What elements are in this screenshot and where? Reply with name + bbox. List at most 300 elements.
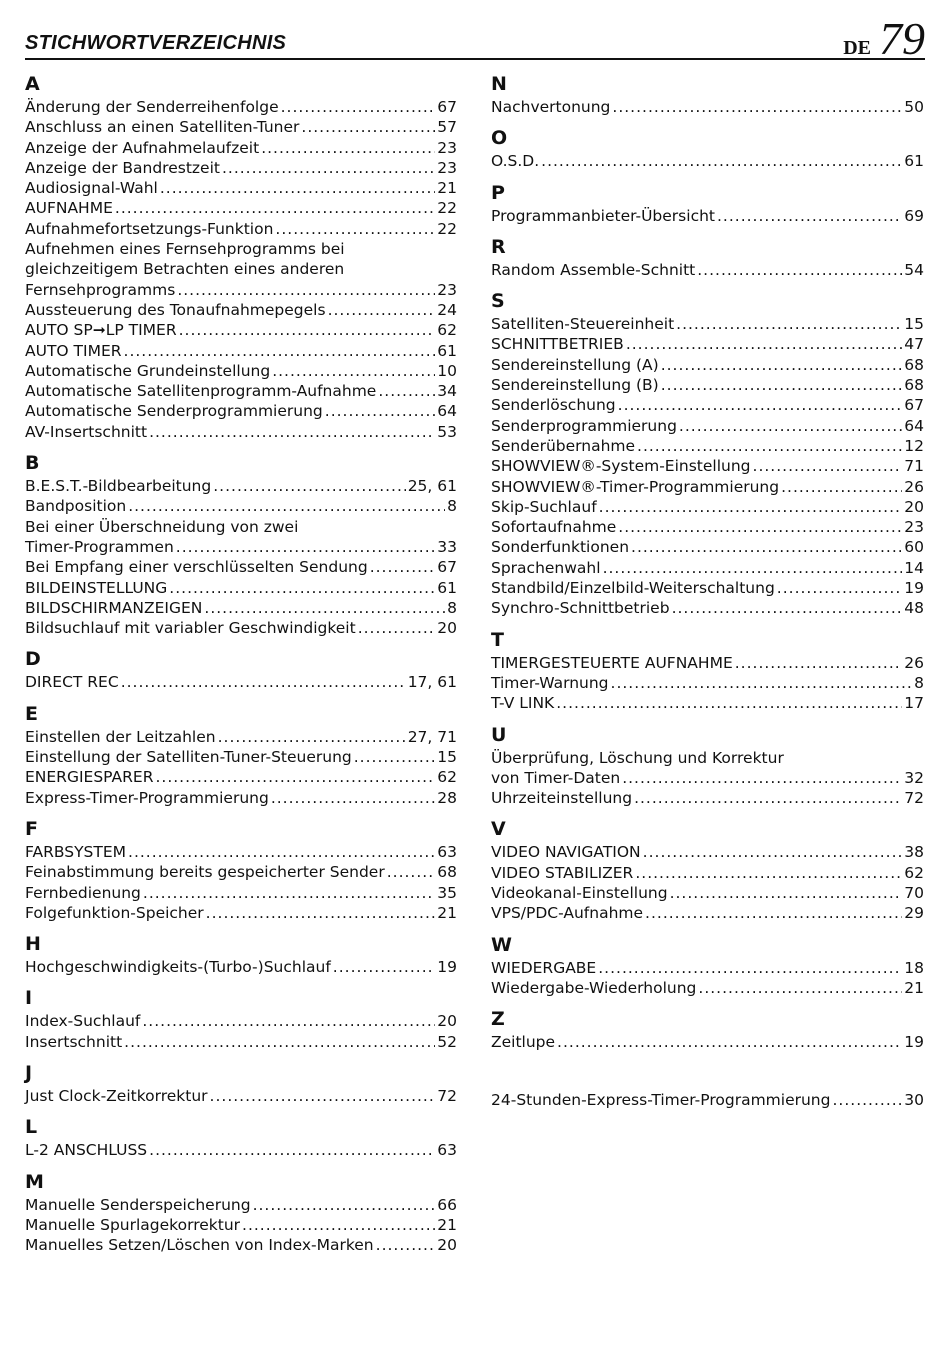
section-letter: R: [491, 235, 506, 258]
index-entry: [491, 578, 924, 598]
index-entry: [25, 557, 457, 577]
index-entry: [25, 727, 457, 747]
index-section: [491, 1007, 924, 1052]
index-page-ref: 19: [437, 958, 457, 977]
dot-leader: [143, 883, 435, 903]
index-term: Bildsuchlauf mit variabler Geschwindigkeit: [25, 619, 356, 638]
index-page-ref: 23: [437, 280, 457, 299]
index-entry: [491, 537, 924, 557]
index-page-ref: 12: [904, 436, 924, 455]
index-page-ref: 69: [904, 206, 924, 225]
index-term: Hochgeschwindigkeits-(Turbo-)Suchlauf: [25, 958, 331, 977]
section-letter: L: [25, 1116, 38, 1139]
index-term: Wiedergabe-Wiederholung: [491, 978, 697, 997]
dot-leader: [121, 672, 406, 692]
index-term: Index-Suchlauf: [25, 1012, 141, 1031]
index-term: Synchro-Schnittbetrieb: [491, 599, 670, 618]
index-entry: [491, 260, 924, 280]
dot-leader: [325, 401, 436, 421]
index-section: [25, 702, 457, 808]
index-entry: [491, 1032, 924, 1052]
section-letter: N: [491, 73, 507, 95]
index-term: Skip-Suchlauf: [491, 497, 597, 516]
dot-leader: [271, 788, 435, 808]
section-letter: J: [25, 1061, 33, 1084]
index-term: Aufnahmefortsetzungs-Funktion: [25, 219, 274, 238]
index-entry: [25, 138, 457, 158]
index-entry: [491, 903, 924, 923]
index-entry: [25, 618, 457, 638]
dot-leader: [149, 1140, 435, 1160]
index-entry-line: gleichzeitigem Betrachten eines anderen: [25, 260, 345, 279]
index-page-ref: 67: [904, 396, 924, 415]
index-page-ref: 26: [904, 653, 924, 672]
index-entry: [25, 381, 457, 401]
dot-leader: [541, 151, 902, 171]
index-column-left: [25, 72, 457, 1264]
index-page-ref: 54: [904, 260, 924, 279]
index-entry: [25, 300, 457, 320]
index-entry: [491, 416, 924, 436]
dot-leader: [176, 537, 436, 557]
section-letter: O: [491, 127, 508, 150]
index-entry-line: Bei einer Überschneidung von zwei: [25, 517, 299, 536]
index-section: [491, 723, 924, 809]
index-page-ref: 68: [904, 355, 924, 374]
index-page-ref: 8: [447, 497, 457, 516]
index-entry: [491, 598, 924, 618]
index-page-ref: 68: [904, 376, 924, 395]
index-term: von Timer-Daten: [491, 768, 621, 787]
index-page-ref: 20: [904, 497, 924, 516]
index-section: [491, 235, 924, 280]
index-entry: [25, 957, 457, 977]
index-entry: [491, 842, 924, 862]
index-entry: [25, 158, 457, 178]
index-entry: [491, 768, 924, 788]
index-entry-line: Aufnehmen eines Fernsehprogramms bei: [25, 240, 345, 259]
index-term: AUFNAHME: [25, 199, 113, 218]
index-term: AUTO SP➞LP TIMER: [25, 321, 177, 340]
index-page-ref: 71: [904, 457, 924, 476]
index-term: Sofortaufnahme: [491, 518, 617, 537]
index-section: [491, 817, 924, 923]
index-page-ref: 21: [437, 1215, 457, 1234]
dot-leader: [376, 1235, 436, 1255]
index-page-ref: 19: [904, 1033, 924, 1052]
index-entry: [25, 280, 457, 300]
dot-leader: [698, 978, 902, 998]
section-letter: F: [25, 817, 38, 840]
index-page-ref: 68: [437, 863, 457, 882]
index-entry: [491, 863, 924, 883]
section-letter: A: [25, 73, 40, 95]
index-term: Feinabstimmung bereits gespeicherter Sender: [25, 863, 385, 882]
index-page-ref: 63: [437, 842, 457, 861]
dot-leader: [149, 422, 435, 442]
section-letter: H: [25, 933, 41, 956]
dot-leader: [128, 842, 435, 862]
section-letter: W: [491, 933, 512, 956]
index-term: Automatische Satellitenprogramm-Aufnahme: [25, 382, 377, 401]
index-term: Sendereinstellung (A): [491, 355, 659, 374]
index-entry: [25, 1032, 457, 1052]
dot-leader: [242, 1215, 435, 1235]
index-term: Senderlöschung: [491, 396, 616, 415]
section-letter: V: [491, 818, 506, 841]
dot-leader: [634, 788, 902, 808]
dot-leader: [333, 957, 435, 977]
index-page-ref: 67: [437, 558, 457, 577]
index-page-ref: 17: [904, 694, 924, 713]
dot-leader: [612, 97, 902, 117]
index-term: Zeitlupe: [491, 1033, 556, 1052]
dot-leader: [253, 1195, 436, 1215]
index-page-ref: 32: [904, 768, 924, 787]
index-page-ref: 20: [437, 619, 457, 638]
index-term: Uhrzeiteinstellung: [491, 789, 633, 808]
index-section: [25, 817, 457, 923]
index-entry: [491, 978, 924, 998]
index-term: L-2 ANSCHLUSS: [25, 1141, 148, 1160]
dot-leader: [261, 138, 435, 158]
dot-leader: [179, 320, 436, 340]
dot-leader: [218, 727, 406, 747]
index-page-ref: 62: [437, 321, 457, 340]
section-letter: P: [491, 181, 505, 204]
index-page-ref: 25, 61: [407, 477, 457, 496]
index-term: Sonderfunktionen: [491, 538, 630, 557]
dot-leader: [124, 1032, 435, 1052]
language-code: DE: [843, 37, 871, 59]
index-section: [25, 1115, 457, 1160]
dot-leader: [370, 557, 436, 577]
dot-leader: [670, 883, 903, 903]
index-page-ref: 66: [437, 1195, 457, 1214]
dot-leader: [611, 673, 913, 693]
index-section: [491, 933, 924, 999]
index-term: B.E.S.T.-Bildbearbeitung: [25, 477, 212, 496]
dot-leader: [210, 1086, 436, 1106]
index-term: Aussteuerung des Tonaufnahmepegels: [25, 300, 326, 319]
page-number-block: [843, 13, 925, 64]
index-entry: [491, 97, 924, 117]
index-page-ref: 26: [904, 477, 924, 496]
index-page-ref: 28: [437, 788, 457, 807]
index-term: O.S.D.: [491, 152, 540, 171]
dot-leader: [598, 958, 902, 978]
index-page-ref: 29: [904, 904, 924, 923]
index-entry: [25, 422, 457, 442]
index-entry: [25, 219, 457, 239]
index-term: SCHNITTBETRIEB: [491, 335, 624, 354]
index-page-ref: 18: [904, 958, 924, 977]
index-section: [491, 289, 924, 618]
dot-leader: [378, 381, 435, 401]
dot-leader: [328, 300, 436, 320]
index-page-ref: 8: [914, 673, 924, 692]
index-entry: [25, 1140, 457, 1160]
index-page-ref: 24: [437, 300, 457, 319]
index-page-ref: 10: [437, 361, 457, 380]
section-letter: E: [25, 702, 38, 725]
dot-leader: [631, 537, 902, 557]
dot-leader: [676, 314, 902, 334]
index-term: BILDSCHIRMANZEIGEN: [25, 598, 203, 617]
index-entry: [491, 883, 924, 903]
section-letter: I: [25, 987, 33, 1010]
index-term: Programmanbieter-Übersicht: [491, 206, 715, 225]
index-page-ref: 63: [437, 1141, 457, 1160]
dot-leader: [124, 341, 436, 361]
dot-leader: [781, 477, 902, 497]
dot-leader: [557, 1032, 902, 1052]
index-page-ref: 64: [904, 416, 924, 435]
index-page-ref: 62: [904, 863, 924, 882]
dot-leader: [603, 558, 903, 578]
section-letter: T: [491, 628, 504, 651]
section-letter: U: [491, 723, 507, 746]
index-entry: [25, 747, 457, 767]
index-entry: [25, 361, 457, 381]
index-term: Einstellen der Leitzahlen: [25, 727, 216, 746]
dot-leader: [832, 1090, 902, 1110]
dot-leader: [204, 598, 445, 618]
dot-leader: [556, 693, 902, 713]
index-page-ref: 57: [437, 118, 457, 137]
index-page-ref: 23: [437, 158, 457, 177]
index-term: Anschluss an einen Satelliten-Tuner: [25, 118, 300, 137]
index-page-ref: 21: [904, 978, 924, 997]
index-term: Timer-Programmen: [25, 537, 174, 556]
spacer: [491, 1062, 924, 1090]
index-page-ref: 53: [437, 422, 457, 441]
index-term: VPS/PDC-Aufnahme: [491, 904, 644, 923]
index-entry: [25, 476, 457, 496]
index-page-ref: 20: [437, 1236, 457, 1255]
dot-leader: [618, 517, 902, 537]
index-entry: [25, 767, 457, 787]
index-entry: [491, 395, 924, 415]
index-entry: [25, 537, 457, 557]
index-term: AUTO TIMER: [25, 341, 122, 360]
index-entry: [491, 375, 924, 395]
dot-leader: [354, 747, 436, 767]
index-page-ref: 15: [904, 315, 924, 334]
index-page-ref: 52: [437, 1032, 457, 1051]
index-entry: [491, 673, 924, 693]
index-entry: [491, 558, 924, 578]
index-page-ref: 17, 61: [407, 673, 457, 692]
index-page-ref: 8: [447, 598, 457, 617]
dot-leader: [635, 863, 902, 883]
index-entry: [25, 320, 457, 340]
index-section: [25, 72, 457, 442]
index-page-ref: 15: [437, 748, 457, 767]
dot-leader: [599, 497, 903, 517]
dot-leader: [128, 496, 445, 516]
index-term: Automatische Grundeinstellung: [25, 361, 271, 380]
page-title: STICHWORTVERZEICHNIS: [25, 32, 287, 54]
index-entry: [25, 672, 457, 692]
index-term: Videokanal-Einstellung: [491, 884, 668, 903]
index-entry: [491, 436, 924, 456]
dot-leader: [637, 436, 902, 456]
index-page-ref: 22: [437, 219, 457, 238]
index-entry: [25, 842, 457, 862]
index-page-ref: 22: [437, 199, 457, 218]
index-term: Nachvertonung: [491, 98, 611, 116]
index-term: Standbild/Einzelbild-Weiterschaltung: [491, 579, 775, 598]
index-section: [25, 1170, 457, 1256]
dot-leader: [206, 903, 436, 923]
index-section: [491, 126, 924, 171]
index-section: [25, 451, 457, 638]
index-entry: [25, 883, 457, 903]
dot-leader: [645, 903, 902, 923]
index-page-ref: 61: [437, 578, 457, 597]
index-entry: [25, 198, 457, 218]
index-term: Senderprogrammierung: [491, 416, 677, 435]
index-entry: [25, 1195, 457, 1215]
index-page-ref: 23: [904, 518, 924, 537]
index-term: WIEDERGABE: [491, 958, 597, 977]
index-entry: [491, 477, 924, 497]
index-page-ref: 50: [904, 98, 924, 116]
index-entry: [25, 341, 457, 361]
index-page-ref: 23: [437, 138, 457, 157]
index-entry: [491, 206, 924, 226]
index-term: Automatische Senderprogrammierung: [25, 402, 323, 421]
dot-leader: [358, 618, 436, 638]
dot-leader: [622, 768, 902, 788]
index-term: Änderung der Senderreihenfolge: [25, 98, 279, 116]
index-entry: [25, 97, 457, 117]
index-page-ref: 60: [904, 538, 924, 557]
index-term: Bei Empfang einer verschlüsselten Sendung: [25, 558, 368, 577]
index-entry: [25, 578, 457, 598]
section-letter: Z: [491, 1008, 505, 1031]
index-page-ref: 72: [904, 789, 924, 808]
index-page-ref: 64: [437, 402, 457, 421]
index-term: Folgefunktion-Speicher: [25, 903, 204, 922]
index-entry-line: Überprüfung, Löschung und Korrektur: [491, 748, 784, 767]
dot-leader: [387, 862, 436, 882]
index-entry: [491, 355, 924, 375]
index-page-ref: 67: [437, 98, 457, 116]
index-term: Anzeige der Aufnahmelaufzeit: [25, 138, 260, 157]
index-section: [491, 72, 924, 117]
index-term: Senderübernahme: [491, 436, 636, 455]
dot-leader: [679, 416, 902, 436]
section-letter: D: [25, 648, 41, 671]
index-page-ref: 14: [904, 558, 924, 577]
index-page-ref: 19: [904, 579, 924, 598]
dot-leader: [155, 767, 435, 787]
index-entry: [491, 517, 924, 537]
page-header: [25, 13, 925, 64]
dot-leader: [643, 842, 903, 862]
index-section: [25, 1061, 457, 1106]
index-entry: [25, 117, 457, 137]
index-term: Sendereinstellung (B): [491, 376, 659, 395]
index-page-ref: 48: [904, 599, 924, 618]
index-page-ref: 35: [437, 883, 457, 902]
index-page-ref: 34: [437, 382, 457, 401]
index-entry: [25, 496, 457, 516]
dot-leader: [661, 355, 903, 375]
index-page-ref: 27, 71: [407, 727, 457, 746]
index-term: Fernsehprogramms: [25, 280, 176, 299]
index-term: BILDEINSTELLUNG: [25, 578, 168, 597]
index-entry: [25, 178, 457, 198]
index-entry: [491, 497, 924, 517]
dot-leader: [717, 206, 902, 226]
index-term: Sprachenwahl: [491, 558, 601, 577]
index-term: 24-Stunden-Express-Timer-Programmierung: [491, 1090, 831, 1109]
index-page-ref: 70: [904, 884, 924, 903]
index-entry: [25, 862, 457, 882]
dot-leader: [115, 198, 435, 218]
dot-leader: [697, 260, 902, 280]
index-term: Timer-Warnung: [491, 673, 609, 692]
index-term: Fernbedienung: [25, 883, 141, 902]
dot-leader: [142, 1011, 435, 1031]
dot-leader: [777, 578, 902, 598]
index-term: SHOWVIEW®-System-Einstellung: [491, 457, 751, 476]
index-term: Anzeige der Bandrestzeit: [25, 158, 220, 177]
index-page-ref: 72: [437, 1086, 457, 1105]
dot-leader: [160, 178, 435, 198]
section-letter: B: [25, 452, 40, 475]
index-page-ref: 62: [437, 768, 457, 787]
dot-leader: [213, 476, 405, 496]
index-entry: [25, 1011, 457, 1031]
index-entry: [25, 903, 457, 923]
index-entry: [25, 1086, 457, 1106]
index-term: Insertschnitt: [25, 1032, 123, 1051]
index-entry: [491, 653, 924, 673]
dot-leader: [661, 375, 903, 395]
dot-leader: [626, 334, 902, 354]
index-entry: [491, 334, 924, 354]
index-term: AV-Insertschnitt: [25, 422, 148, 441]
index-entry: [491, 151, 924, 171]
index-section: [491, 181, 924, 226]
index-entry: [491, 693, 924, 713]
index-term: ENERGIESPARER: [25, 768, 154, 787]
section-letter: S: [491, 290, 505, 313]
index-page-ref: 61: [437, 341, 457, 360]
index-term: VIDEO NAVIGATION: [491, 843, 641, 862]
index-term: Manuelle Senderspeicherung: [25, 1195, 251, 1214]
index-term: Random Assemble-Schnitt: [491, 260, 696, 279]
index-term: T-V LINK: [491, 694, 555, 713]
index-entry: [491, 788, 924, 808]
index-term: SHOWVIEW®-Timer-Programmierung: [491, 477, 780, 496]
index-entry: [491, 456, 924, 476]
dot-leader: [275, 219, 435, 239]
index-entry: [491, 314, 924, 334]
index-term: Einstellung der Satelliten-Tuner-Steuerung: [25, 748, 352, 767]
dot-leader: [753, 456, 903, 476]
index-term: Audiosignal-Wahl: [25, 179, 158, 198]
index-term: Satelliten-Steuereinheit: [491, 315, 675, 334]
index-term: Just Clock-Zeitkorrektur: [25, 1086, 208, 1105]
section-letter: M: [25, 1170, 44, 1193]
index-section: [25, 986, 457, 1052]
index-entry: [25, 401, 457, 421]
